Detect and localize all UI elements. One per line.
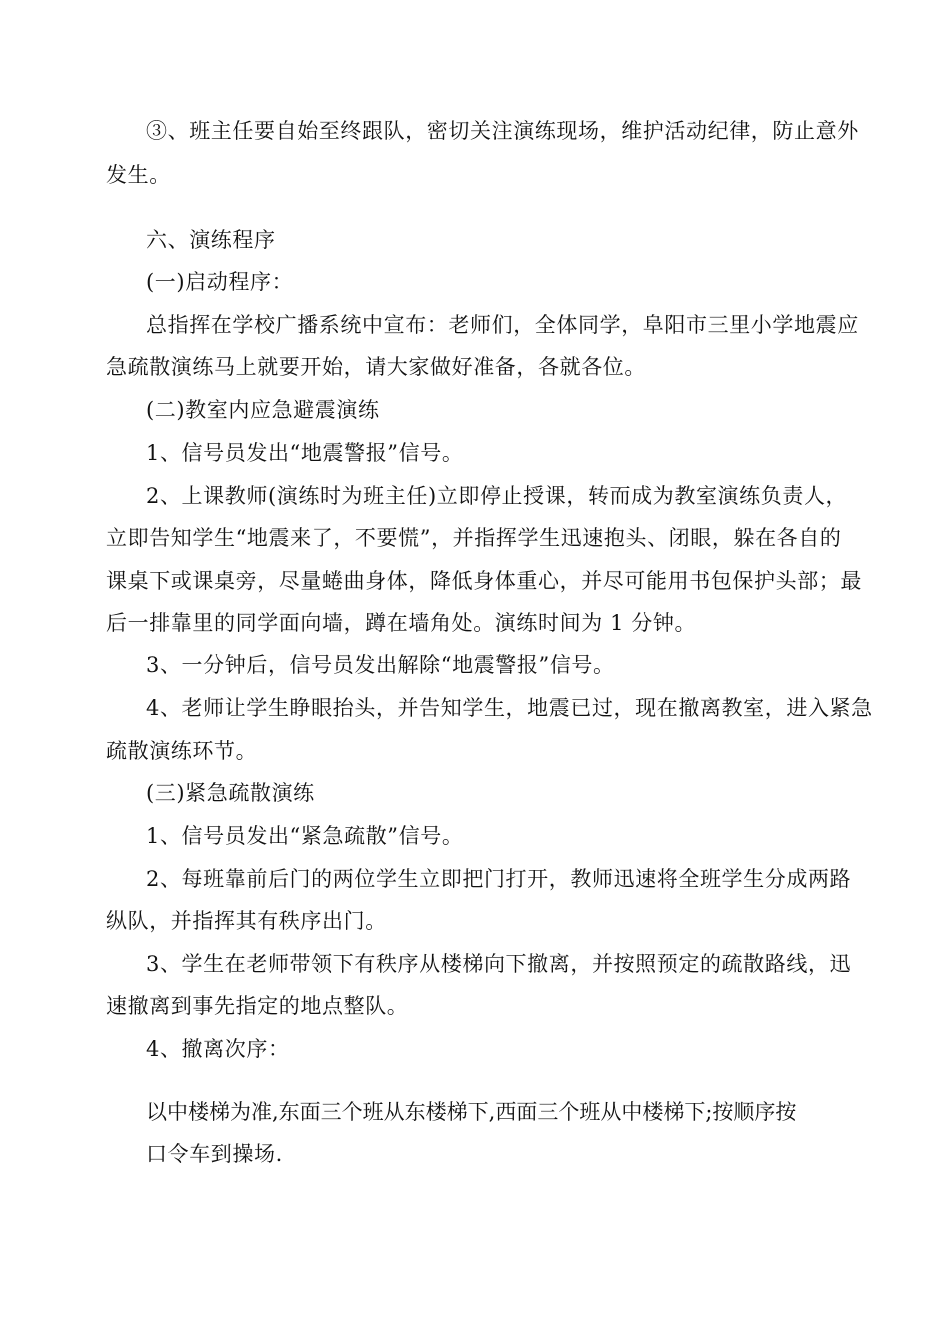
- text-line-23: 以中楼梯为准,东面三个班从东楼梯下,西面三个班从中楼梯下;按顺序按: [146, 1100, 797, 1124]
- text-line-20: 3、学生在老师带领下有秩序从楼梯向下撤离，并按照预定的疏散路线，迅: [146, 952, 852, 976]
- text-line-13: 3、一分钟后，信号员发出解除“地震警报”信号。: [146, 653, 615, 677]
- text-line-9: 2、上课教师(演练时为班主任)立即停止授课，转而成为教室演练负责人，: [146, 484, 848, 508]
- section-heading-procedure: 六、演练程序: [146, 228, 276, 252]
- text-line-22: 4、撤离次序：: [146, 1037, 290, 1061]
- text-line-6: 急疏散演练马上就要开始，请大家做好准备，各就各位。: [106, 355, 646, 379]
- text-line-11: 课桌下或课桌旁，尽量蜷曲身体，降低身体重心，并尽可能用书包保护头部；最: [106, 569, 862, 593]
- text-line-2: 发生。: [106, 163, 171, 187]
- text-line-10: 立即告知学生“地震来了，不要慌”，并指挥学生迅速抱头、闭眼，躲在各自的: [106, 526, 842, 550]
- text-line-8: 1、信号员发出“地震警报”信号。: [146, 441, 464, 465]
- text-line-15: 疏散演练环节。: [106, 739, 258, 763]
- text-line-12: 后一排靠里的同学面向墙，蹲在墙角处。演练时间为 1 分钟。: [106, 611, 697, 635]
- subheading-classroom-drill: (二)教室内应急避震演练: [146, 398, 380, 422]
- subheading-evacuation-drill: (三)紧急疏散演练: [146, 781, 315, 805]
- text-line-24: 口令车到操场.: [146, 1142, 283, 1166]
- text-line-14: 4、老师让学生睁眼抬头，并告知学生，地震已过，现在撤离教室，进入紧急: [146, 696, 873, 720]
- text-line-19: 纵队，并指挥其有秩序出门。: [106, 909, 387, 933]
- text-line-5: 总指挥在学校广播系统中宣布：老师们，全体同学，阜阳市三里小学地震应: [146, 313, 859, 337]
- text-line-17: 1、信号员发出“紧急疏散”信号。: [146, 824, 464, 848]
- subheading-startup: (一)启动程序：: [146, 270, 294, 294]
- text-line-18: 2、每班靠前后门的两位学生立即把门打开，教师迅速将全班学生分成两路: [146, 867, 852, 891]
- text-line-1: ③、班主任要自始至终跟队，密切关注演练现场，维护活动纪律，防止意外: [146, 119, 859, 143]
- text-line-21: 速撤离到事先指定的地点整队。: [106, 994, 409, 1018]
